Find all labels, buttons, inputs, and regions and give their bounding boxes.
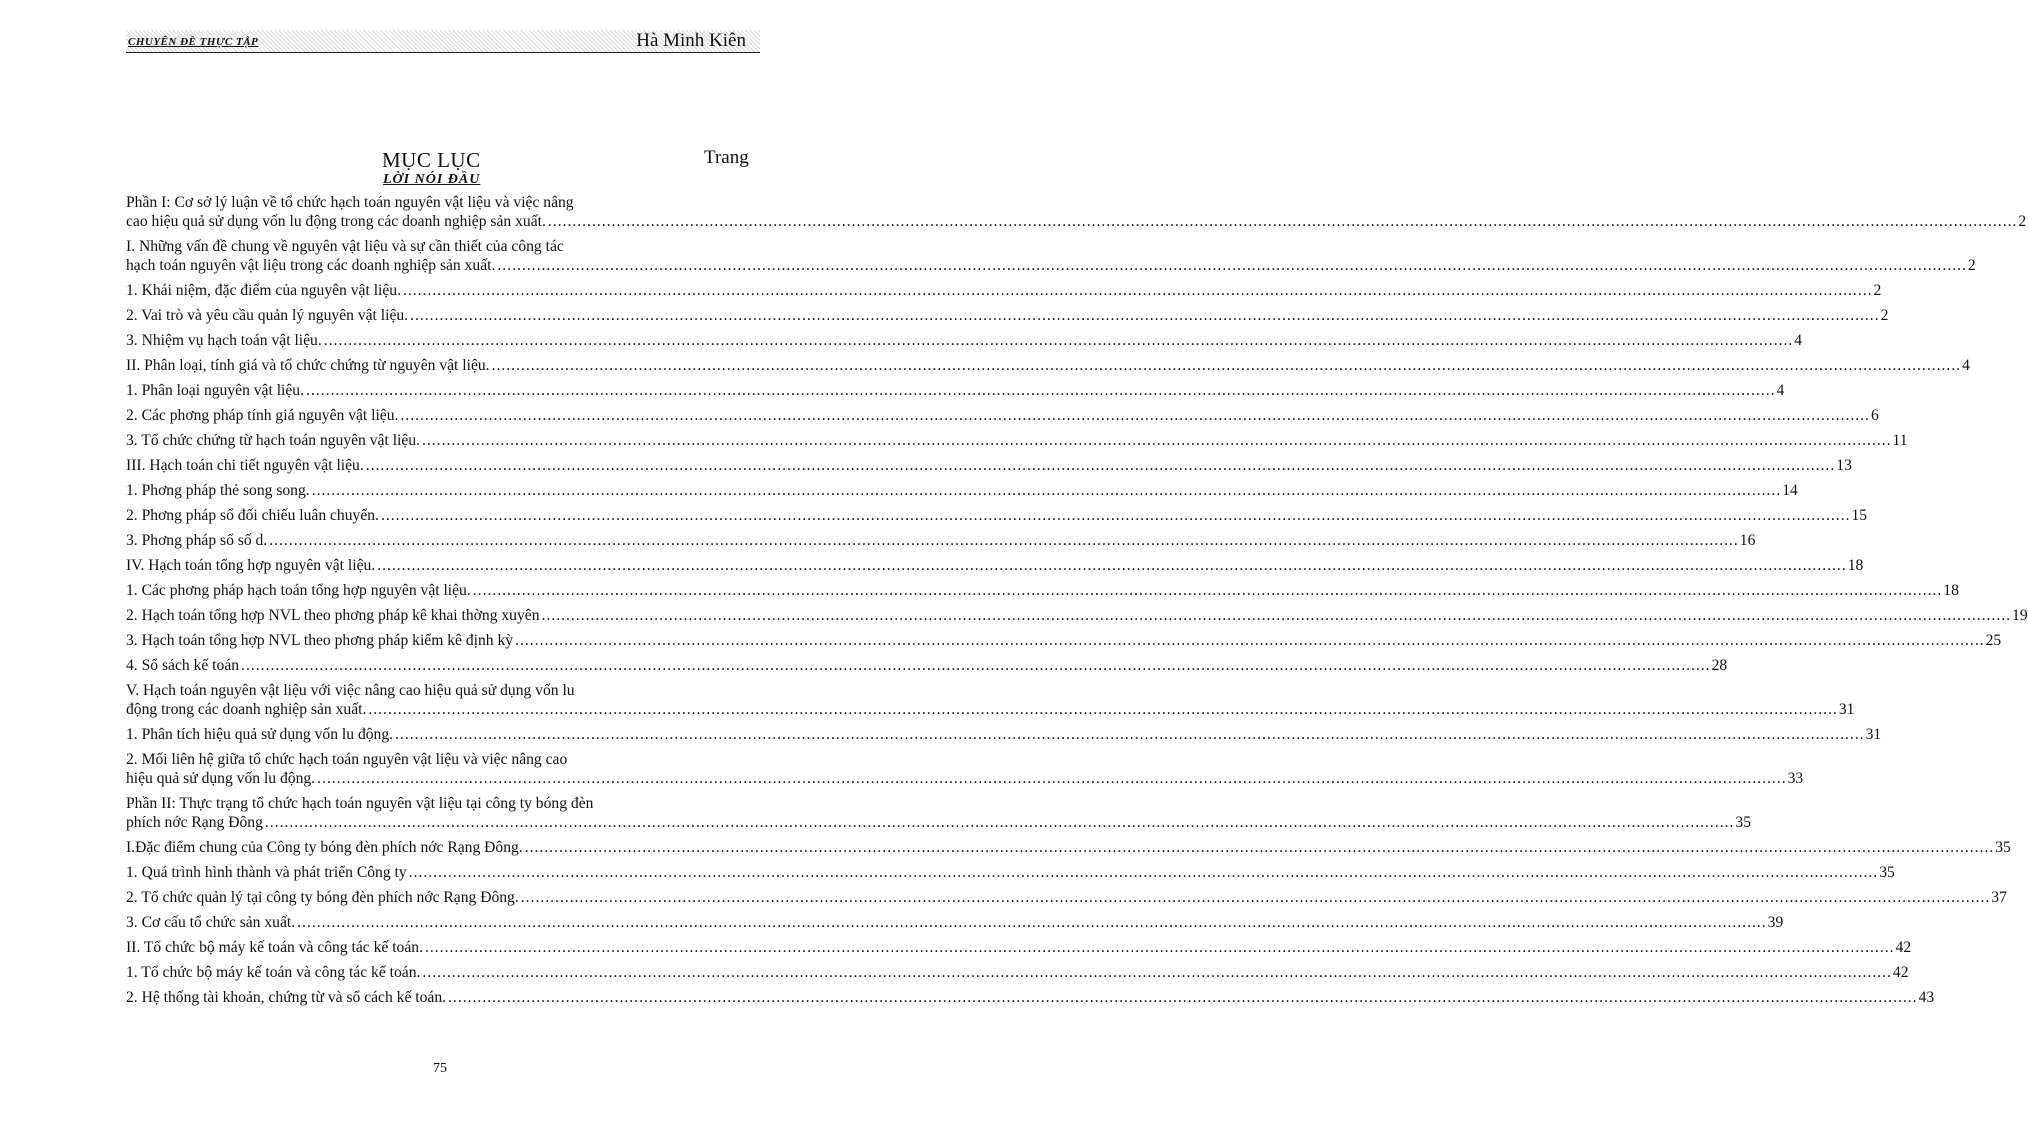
toc-entry-text-line: V. Hạch toán nguyên vật liệu với việc nâng cao hiệu quả sử dụng vốn lu xyxy=(126,682,575,699)
toc-entry-text: động trong các doanh nghiệp sản xuất. xyxy=(126,701,367,718)
toc-entry xyxy=(126,379,1785,404)
toc-entry xyxy=(126,479,1798,504)
toc-entry-text: 1. Phân tích hiệu quả sử dụng vốn lu động. xyxy=(126,726,394,743)
dot-leader: ............................................................................................................................................................................................................................................................................................................ xyxy=(395,726,1865,743)
toc-entry-text: II. Tổ chức bộ máy kế toán và công tác kế toán. xyxy=(126,939,423,956)
toc-entry-text: I.Đặc điểm chung của Công ty bóng đèn phích nớc Rạng Đông. xyxy=(126,839,523,856)
page-column-label: Trang xyxy=(704,147,749,168)
toc-entry-page: 35 xyxy=(1879,864,1895,881)
dot-leader: ............................................................................................................................................................................................................................................................................................................ xyxy=(311,482,1782,499)
toc-entry-page: 35 xyxy=(1735,814,1751,831)
toc-entry-page: 18 xyxy=(1943,582,1959,599)
dot-leader: ............................................................................................................................................................................................................................................................................................................ xyxy=(424,939,1895,956)
toc-entry-text-line: 2. Mối liên hệ giữa tổ chức hạch toán nguyên vật liệu và việc nâng cao xyxy=(126,751,568,768)
toc-entry-text: 2. Vai trò và yêu cầu quản lý nguyên vật liệu. xyxy=(126,307,409,324)
toc-entry xyxy=(126,429,1908,454)
toc-entry-text-line: Phần I: Cơ sở lý luận về tổ chức hạch toán nguyên vật liệu và việc nâng xyxy=(126,194,574,211)
dot-leader: ............................................................................................................................................................................................................................................................................................................ xyxy=(323,332,1794,349)
toc-entry xyxy=(126,554,1864,579)
toc-entry-text: 1. Các phơng pháp hạch toán tổng hợp nguyên vật liệu. xyxy=(126,582,471,599)
header-doc-type: CHUYÊN ĐỀ THỰC TẬP xyxy=(128,36,259,48)
toc-entry-page: 28 xyxy=(1711,657,1728,674)
dot-leader: ............................................................................................................................................................................................................................................................................................................ xyxy=(491,357,1962,374)
dot-leader: ............................................................................................................................................................................................................................................................................................................ xyxy=(410,307,1880,324)
toc-entry-text: phích nớc Rạng Đông xyxy=(126,814,263,831)
toc-entry xyxy=(126,304,1889,329)
toc-entry-text: hạch toán nguyên vật liệu trong các doanh nghiệp sản xuất. xyxy=(126,257,496,274)
toc-entry-text-line: I. Những vấn đề chung về nguyên vật liệu và sự cần thiết của công tác xyxy=(126,238,564,255)
toc-entry-text: 3. Phơng pháp sổ số d. xyxy=(126,532,268,549)
toc-entry xyxy=(126,579,1959,604)
toc-entry-text: cao hiệu quả sử dụng vốn lu động trong các doanh nghiệp sản xuất. xyxy=(126,213,546,230)
dot-leader: ............................................................................................................................................................................................................................................................................................................ xyxy=(497,257,1967,274)
dot-leader: ............................................................................................................................................................................................................................................................................................................ xyxy=(400,407,1870,424)
toc-entry-text: II. Phân loại, tính giá và tổ chức chứng từ nguyên vật liệu. xyxy=(126,357,490,374)
toc-entry xyxy=(126,723,1882,748)
toc-entry-page: 42 xyxy=(1895,939,1912,956)
toc-entry xyxy=(126,748,1804,792)
toc-entry-page: 43 xyxy=(1918,989,1935,1006)
toc-entry-page: 19 xyxy=(2012,607,2028,624)
toc-entry-page: 18 xyxy=(1847,557,1864,574)
page-title: MỤC LỤC xyxy=(382,148,481,172)
toc-entry xyxy=(126,836,2011,861)
toc-entry-text: 2. Phơng pháp sổ đối chiếu luân chuyển. xyxy=(126,507,379,524)
toc-entry-page: 11 xyxy=(1892,432,1908,449)
dot-leader: ............................................................................................................................................................................................................................................................................................................ xyxy=(408,864,1879,881)
toc-entry-page: 4 xyxy=(1962,357,1970,374)
toc-entry-text: 2. Các phơng pháp tính giá nguyên vật liệu. xyxy=(126,407,399,424)
preface-heading: LỜI NÓI ĐẦU xyxy=(383,172,481,187)
running-header xyxy=(126,30,760,53)
toc-entry-page: 16 xyxy=(1739,532,1756,549)
toc-entry xyxy=(126,354,1970,379)
toc-entry-text: 4. Sổ sách kế toán xyxy=(126,657,240,674)
toc-entry-page: 31 xyxy=(1865,726,1882,743)
dot-leader: ............................................................................................................................................................................................................................................................................................................ xyxy=(365,457,1836,474)
dot-leader: ............................................................................................................................................................................................................................................................................................................ xyxy=(422,964,1892,981)
toc-entry-text: III. Hạch toán chi tiết nguyên vật liệu. xyxy=(126,457,364,474)
toc-entry-text: 1. Phân loại nguyên vật liệu. xyxy=(126,382,304,399)
toc-entry xyxy=(126,654,1728,679)
dot-leader: ............................................................................................................................................................................................................................................................................................................ xyxy=(297,914,1767,931)
dot-leader: ............................................................................................................................................................................................................................................................................................................ xyxy=(515,632,1985,649)
dot-leader: ............................................................................................................................................................................................................................................................................................................ xyxy=(377,557,1847,574)
dot-leader: ............................................................................................................................................................................................................................................................................................................ xyxy=(317,770,1787,787)
dot-leader: ............................................................................................................................................................................................................................................................................................................ xyxy=(241,657,1711,674)
toc-entry-text: 3. Nhiệm vụ hạch toán vật liệu. xyxy=(126,332,322,349)
toc-entry xyxy=(126,961,1909,986)
dot-leader: ............................................................................................................................................................................................................................................................................................................ xyxy=(264,814,1735,831)
toc-entry-text: 1. Phơng pháp thẻ song song. xyxy=(126,482,310,499)
header-author: Hà Minh Kiên xyxy=(636,30,746,51)
toc-entry xyxy=(126,986,1935,1011)
toc-entry-page: 25 xyxy=(1985,632,2002,649)
toc-entry-text: 2. Hệ thống tài khoản, chứng từ và sổ cách kế toán. xyxy=(126,989,447,1006)
toc-entry-page: 14 xyxy=(1782,482,1798,499)
toc-entry-text-line: Phần II: Thực trạng tổ chức hạch toán nguyên vật liệu tại công ty bóng đèn xyxy=(126,795,594,812)
toc-entry xyxy=(126,404,1879,429)
toc-entry-page: 2 xyxy=(2018,213,2027,230)
dot-leader: ............................................................................................................................................................................................................................................................................................................ xyxy=(472,582,1943,599)
toc-entry-page: 31 xyxy=(1838,701,1855,718)
toc-entry xyxy=(126,454,1852,479)
toc-entry xyxy=(126,529,1756,554)
toc-entry-page: 2 xyxy=(1873,282,1882,299)
toc-entry xyxy=(126,886,2007,911)
toc-entry-page: 15 xyxy=(1851,507,1868,524)
page-number: 75 xyxy=(433,1061,447,1076)
toc-entry-page: 39 xyxy=(1767,914,1784,931)
toc-entry-page: 6 xyxy=(1870,407,1879,424)
dot-leader: ............................................................................................................................................................................................................................................................................................................ xyxy=(380,507,1851,524)
toc-entry-page: 13 xyxy=(1836,457,1852,474)
dot-leader: ............................................................................................................................................................................................................................................................................................................ xyxy=(448,989,1918,1006)
toc-entry-page: 33 xyxy=(1787,770,1804,787)
toc-entry-page: 4 xyxy=(1794,332,1803,349)
toc-entry xyxy=(126,629,2002,654)
toc-entry xyxy=(126,604,2028,629)
dot-leader: ............................................................................................................................................................................................................................................................................................................ xyxy=(306,382,1776,399)
dot-leader: ............................................................................................................................................................................................................................................................................................................ xyxy=(520,889,1991,906)
toc-entry-page: 2 xyxy=(1967,257,1976,274)
toc-entry xyxy=(126,504,1868,529)
toc-entry-page: 35 xyxy=(1995,839,2011,856)
toc-entry-text: 1. Tổ chức bộ máy kế toán và công tác kế toán. xyxy=(126,964,421,981)
toc-entry-text: 2. Hạch toán tổng hợp NVL theo phơng pháp kê khai thờng xuyên xyxy=(126,607,540,624)
toc-entry xyxy=(126,279,1882,304)
toc-entry-text: hiệu quả sử dụng vốn lu động. xyxy=(126,770,316,787)
table-of-contents xyxy=(126,191,2028,1011)
dot-leader: ............................................................................................................................................................................................................................................................................................................ xyxy=(402,282,1873,299)
toc-entry xyxy=(126,235,1976,279)
dot-leader: ............................................................................................................................................................................................................................................................................................................ xyxy=(524,839,1995,856)
dot-leader: ............................................................................................................................................................................................................................................................................................................ xyxy=(541,607,2012,624)
toc-entry-page: 2 xyxy=(1880,307,1889,324)
toc-entry xyxy=(126,792,1751,836)
toc-entry-text: 3. Tổ chức chứng từ hạch toán nguyên vật liệu. xyxy=(126,432,420,449)
dot-leader: ............................................................................................................................................................................................................................................................................................................ xyxy=(269,532,1739,549)
toc-entry-text: 3. Hạch toán tổng hợp NVL theo phơng pháp kiểm kê định kỳ xyxy=(126,632,514,649)
toc-entry-text: 2. Tổ chức quản lý tại công ty bóng đèn phích nớc Rạng Đông. xyxy=(126,889,519,906)
toc-entry xyxy=(126,191,2027,235)
toc-entry xyxy=(126,911,1784,936)
toc-entry-text: 1. Quá trình hình thành và phát triển Công ty xyxy=(126,864,407,881)
toc-entry-page: 4 xyxy=(1776,382,1785,399)
dot-leader: ............................................................................................................................................................................................................................................................................................................ xyxy=(547,213,2018,230)
toc-entry xyxy=(126,679,1855,723)
toc-entry-text: 1. Khái niệm, đặc điểm của nguyên vật liệu. xyxy=(126,282,401,299)
toc-entry-page: 42 xyxy=(1892,964,1909,981)
dot-leader: ............................................................................................................................................................................................................................................................................................................ xyxy=(421,432,1892,449)
toc-entry-page: 37 xyxy=(1991,889,2007,906)
dot-leader: ............................................................................................................................................................................................................................................................................................................ xyxy=(368,701,1838,718)
toc-entry-text: IV. Hạch toán tổng hợp nguyên vật liệu. xyxy=(126,557,376,574)
toc-entry xyxy=(126,861,1895,886)
toc-entry-text: 3. Cơ cấu tổ chức sản xuất. xyxy=(126,914,296,931)
toc-entry xyxy=(126,329,1803,354)
toc-entry xyxy=(126,936,1912,961)
